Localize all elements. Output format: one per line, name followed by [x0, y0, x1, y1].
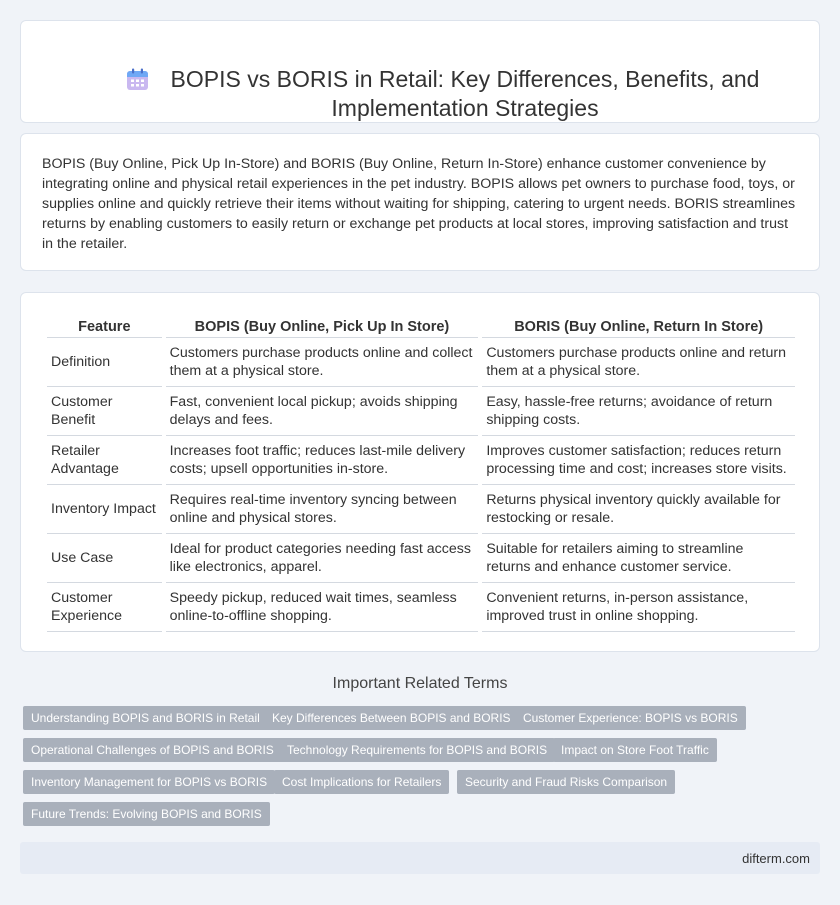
related-terms-title: Important Related Terms — [332, 675, 508, 692]
related-term-tag[interactable]: Key Differences Between BOPIS and BORIS — [264, 706, 519, 730]
boris-cell: Convenient returns, in-person assistance, improved trust in online shopping. — [482, 583, 795, 632]
calendar-icon — [125, 67, 150, 92]
footer — [20, 842, 820, 874]
bopis-cell: Increases foot traffic; reduces last-mile delivery costs; upsell opportunities in-store. — [166, 436, 479, 485]
table-header-row — [47, 315, 795, 338]
feature-cell: Use Case — [47, 534, 162, 583]
related-term-tag[interactable]: Security and Fraud Risks Comparison — [457, 770, 675, 794]
feature-cell: Definition — [47, 338, 162, 387]
related-term-tag[interactable]: Cost Implications for Retailers — [274, 770, 449, 794]
header-feature: Feature — [47, 315, 162, 338]
related-term-tag[interactable]: Inventory Management for BOPIS vs BORIS — [23, 770, 275, 794]
page-title: BOPIS vs BORIS in Retail: Key Differences, Benefits, and Implementation Strategies — [170, 66, 760, 121]
bopis-cell: Customers purchase products online and collect them at a physical store. — [166, 338, 479, 387]
table-row — [47, 338, 795, 387]
boris-cell: Returns physical inventory quickly available for restocking or resale. — [482, 485, 795, 534]
related-term-tag[interactable]: Future Trends: Evolving BOPIS and BORIS — [23, 802, 270, 826]
feature-cell: Inventory Impact — [47, 485, 162, 534]
bopis-cell: Requires real-time inventory syncing between online and physical stores. — [166, 485, 479, 534]
bopis-cell: Fast, convenient local pickup; avoids shipping delays and fees. — [166, 387, 479, 436]
feature-cell: Customer Benefit — [47, 387, 162, 436]
boris-cell: Suitable for retailers aiming to streamline returns and enhance customer service. — [482, 534, 795, 583]
header-bopis: BOPIS (Buy Online, Pick Up In Store) — [166, 315, 479, 338]
comparison-table-card — [20, 292, 820, 652]
table-row — [47, 485, 795, 534]
footer-site[interactable]: difterm.com — [742, 851, 810, 866]
intro-card — [20, 133, 820, 271]
header-boris: BORIS (Buy Online, Return In Store) — [482, 315, 795, 338]
table-row — [47, 583, 795, 632]
related-term-tag[interactable]: Operational Challenges of BOPIS and BORIS — [23, 738, 282, 762]
related-term-tag[interactable]: Customer Experience: BOPIS vs BORIS — [515, 706, 746, 730]
boris-cell: Easy, hassle-free returns; avoidance of return shipping costs. — [482, 387, 795, 436]
bopis-cell: Ideal for product categories needing fast access like electronics, apparel. — [166, 534, 479, 583]
related-term-tag[interactable]: Impact on Store Foot Traffic — [553, 738, 717, 762]
boris-cell: Customers purchase products online and return them at a physical store. — [482, 338, 795, 387]
comparison-table — [43, 315, 799, 632]
table-row — [47, 436, 795, 485]
feature-cell: Customer Experience — [47, 583, 162, 632]
table-row — [47, 387, 795, 436]
related-term-tag[interactable]: Technology Requirements for BOPIS and BORIS — [279, 738, 555, 762]
title-card — [20, 20, 820, 123]
boris-cell: Improves customer satisfaction; reduces return processing time and cost; increases store visits. — [482, 436, 795, 485]
feature-cell: Retailer Advantage — [47, 436, 162, 485]
related-term-tag[interactable]: Understanding BOPIS and BORIS in Retail — [23, 706, 268, 730]
intro-paragraph: BOPIS (Buy Online, Pick Up In-Store) and BORIS (Buy Online, Return In-Store) enhance customer convenience by integrating online and physical retail experiences in the pet industry. BOPIS allows pet owners to purchase food, toys, or supplies online and quickly retrieve their items without waiting for shipping, catering to urgent needs. BORIS streamlines returns by enabling customers to easily return or exchange pet products at local stores, improving satisfaction and trust in the retailer. — [42, 156, 796, 252]
bopis-cell: Speedy pickup, reduced wait times, seamless online-to-offline shopping. — [166, 583, 479, 632]
table-row — [47, 534, 795, 583]
